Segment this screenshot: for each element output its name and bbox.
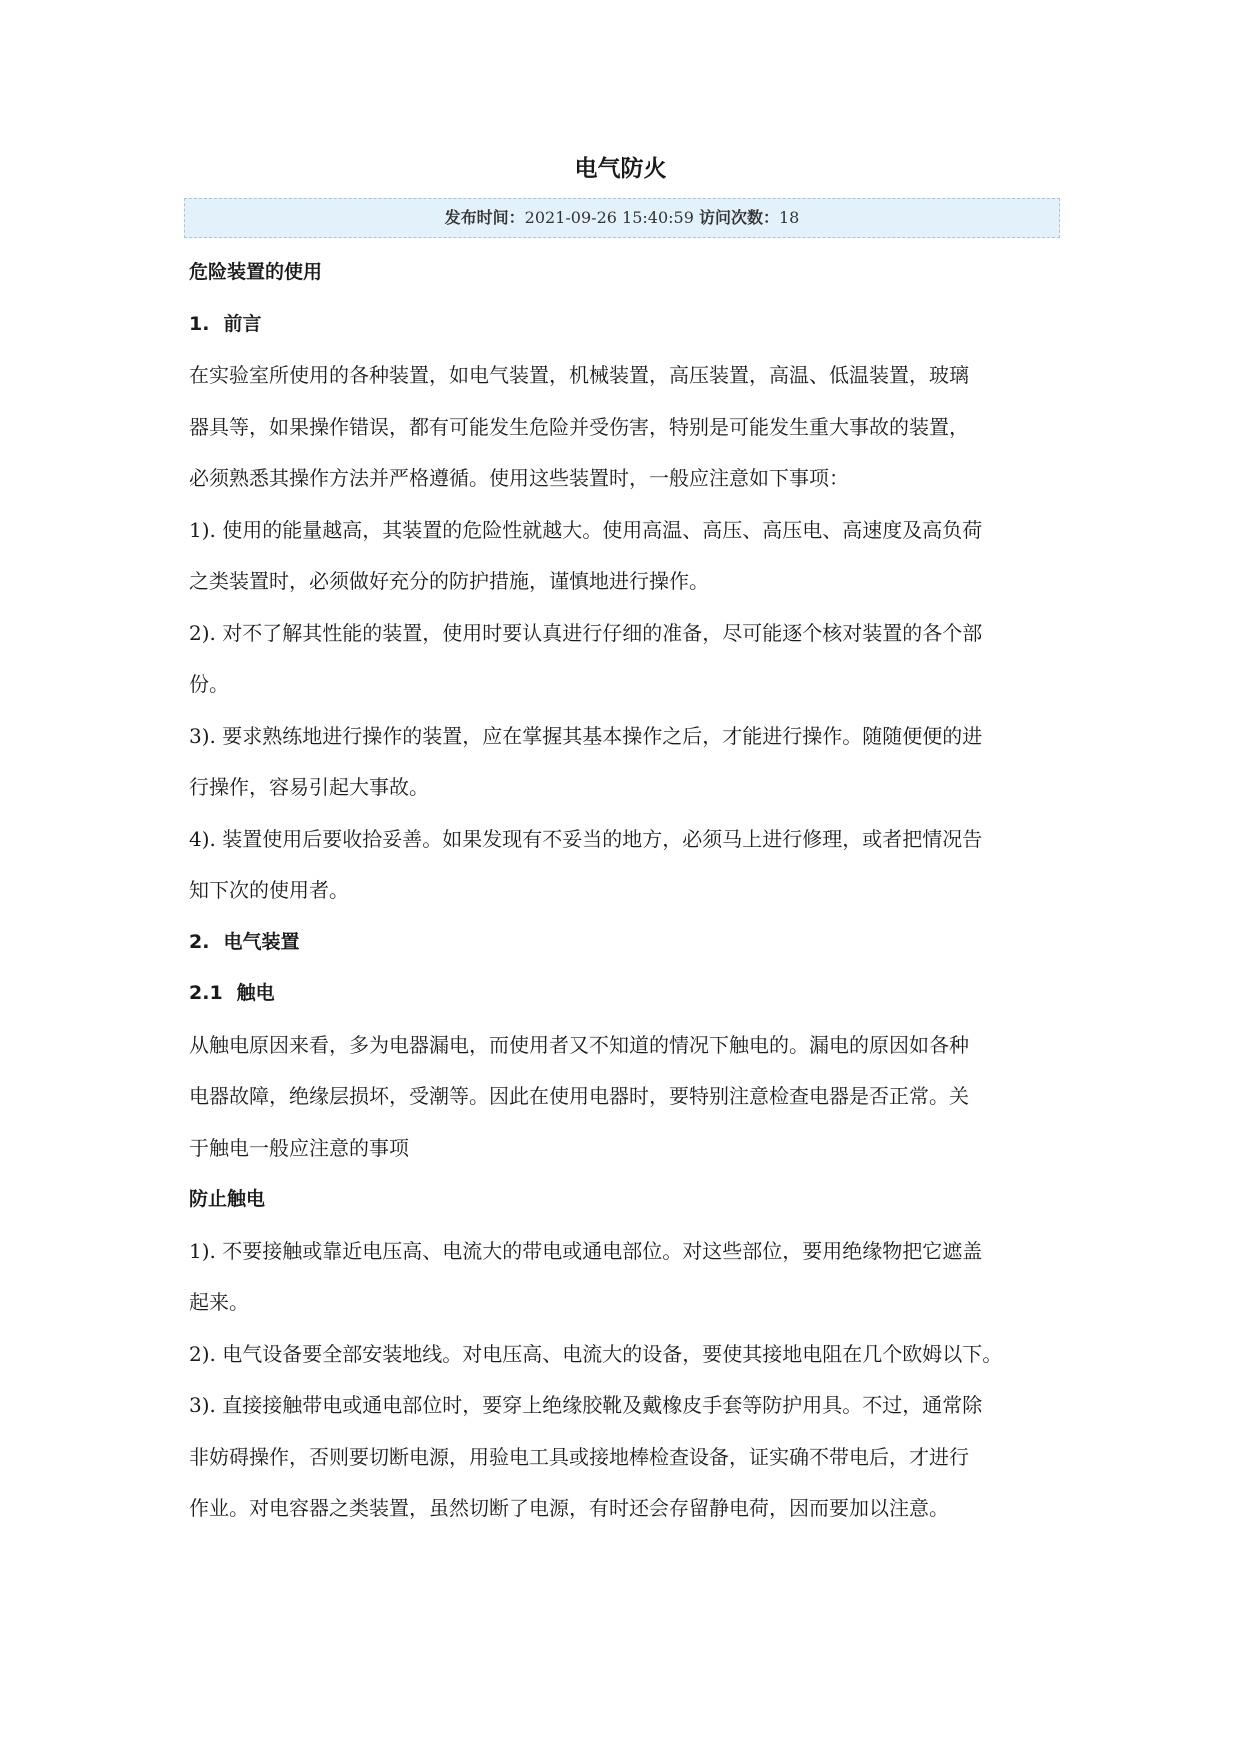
paragraph-line: 必须熟悉其操作方法并严格遵循。使用这些装置时，一般应注意如下事项： xyxy=(189,466,849,490)
heading-2-1 xyxy=(189,973,1069,1025)
page-title: 电气防火 xyxy=(574,156,667,182)
paragraph-line: 于触电一般应注意的事项 xyxy=(189,1135,409,1160)
article-body xyxy=(189,252,1069,1540)
heading-main: 危险装置的使用 xyxy=(189,261,323,283)
heading-prevent-shock: 防止触电 xyxy=(189,1188,266,1210)
list-item-line: 3). 直接接触带电或通电部位时，要穿上绝缘胶靴及戴橡皮手套等防护用具。不过，通常除 xyxy=(189,1393,983,1417)
list-item-line: 之类装置时，必须做好充分的防护措施，谨慎地进行操作。 xyxy=(189,569,709,593)
list-item-line: 2). 电气设备要全部安装地线。对电压高、电流大的设备，要使其接地电阻在几个欧姆以下。 xyxy=(189,1341,1003,1366)
list-item-line: 4). 装置使用后要收拾妥善。如果发现有不妥当的地方，必须马上进行修理，或者把情况告 xyxy=(189,826,983,851)
list-item-line: 1). 使用的能量越高，其装置的危险性就越大。使用高温、高压、高压电、高速度及高负荷 xyxy=(189,517,983,542)
list-item-line: 起来。 xyxy=(189,1290,249,1314)
publish-time-label: 发布时间： xyxy=(444,208,525,227)
heading-2-text: 电气装置 xyxy=(223,930,300,953)
list-item-line: 2). 对不了解其性能的装置，使用时要认真进行仔细的准备，尽可能逐个核对装置的各个部 xyxy=(189,620,983,645)
heading-1-text: 前言 xyxy=(223,312,262,335)
heading-1-number: 1. xyxy=(189,312,210,335)
list-item-line: 份。 xyxy=(189,672,229,696)
heading-2-1-number: 2.1 xyxy=(189,982,223,1004)
list-item-line: 非妨碍操作，否则要切断电源，用验电工具或接地棒检查设备，证实确不带电后，才进行 xyxy=(189,1444,969,1469)
heading-2 xyxy=(189,922,1069,974)
paragraph-line: 从触电原因来看，多为电器漏电，而使用者又不知道的情况下触电的。漏电的原因如各种 xyxy=(189,1032,969,1057)
list-item-line: 3). 要求熟练地进行操作的装置，应在掌握其基本操作之后，才能进行操作。随随便便的进 xyxy=(189,723,983,748)
paragraph-line: 器具等，如果操作错误，都有可能发生危险并受伤害，特别是可能发生重大事故的装置， xyxy=(189,414,969,439)
heading-2-number: 2. xyxy=(189,930,210,953)
paragraph-line: 在实验室所使用的各种装置，如电气装置，机械装置，高压装置，高温、低温装置，玻璃 xyxy=(189,363,969,387)
heading-2-1-text: 触电 xyxy=(236,982,275,1004)
list-item-line: 作业。对电容器之类装置，虽然切断了电源，有时还会存留静电荷，因而要加以注意。 xyxy=(189,1496,949,1520)
meta-bar xyxy=(184,198,1060,238)
list-item-line: 知下次的使用者。 xyxy=(189,878,349,902)
paragraph-line: 电器故障，绝缘层损坏，受潮等。因此在使用电器时，要特别注意检查电器是否正常。关 xyxy=(189,1084,969,1108)
visit-count-value: 18 xyxy=(778,208,800,227)
list-item-line: 1). 不要接触或靠近电压高、电流大的带电或通电部位。对这些部位，要用绝缘物把它遮盖 xyxy=(189,1238,983,1263)
publish-time-value: 2021-09-26 15:40:59 xyxy=(524,208,694,227)
heading-1 xyxy=(189,304,1069,356)
list-item-line: 行操作，容易引起大事故。 xyxy=(189,775,429,799)
visit-count-label: 访问次数： xyxy=(698,208,779,227)
